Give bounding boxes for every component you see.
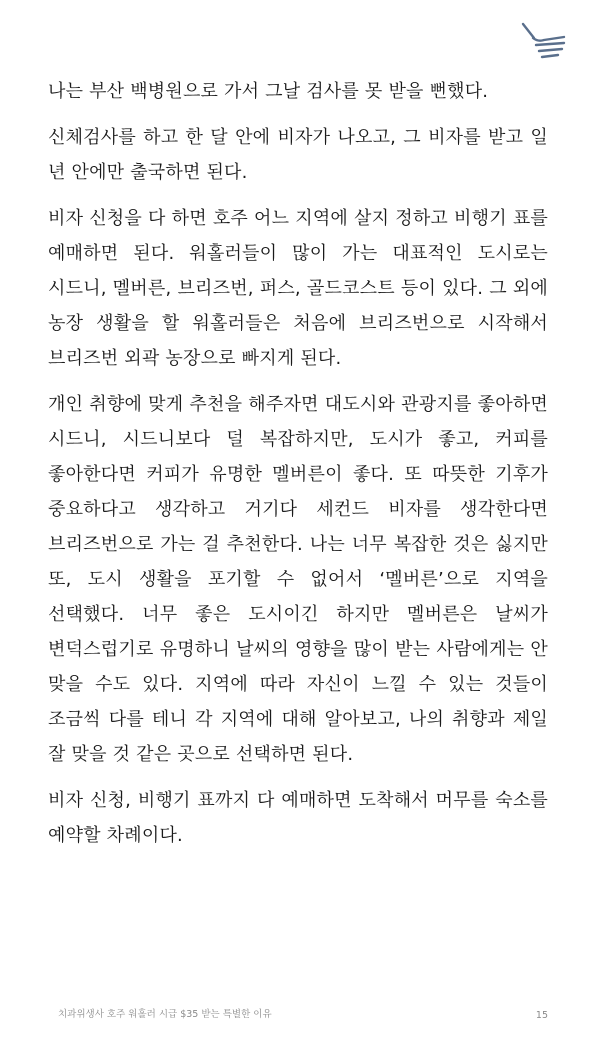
hand-pointer-lines-icon [520, 18, 570, 68]
paragraph: 신체검사를 하고 한 달 안에 비자가 나오고, 그 비자를 받고 일 년 안에만 출국하면 된다. [48, 127, 548, 183]
page-number: 15 [535, 1010, 548, 1021]
paragraph: 나는 부산 백병원으로 가서 그날 검사를 못 받을 뻔했다. [48, 81, 489, 102]
paragraph: 개인 취향에 맞게 추천을 해주자면 대도시와 관광지를 좋아하면 시드니, 시드니보다 덜 복잡하지만, 도시가 좋고, 커피를 좋아한다면 커피가 유명한 멜버른이 좋다. 또 따뜻한 기후가 중요하다고 생각하고 거기다 세컨드 비자를 생각한다면 브리즈번으로 가는 걸 추천한다. 나는 너무 복잡한 것은 싫지만 또, 도시 생활을 포기할 수 없어서 ‘멜버른’으로 지역을 선택했다. 너무 좋은 도시이긴 하지만 멜버른은 날씨가 변덕스럽기로 유명하니 날씨의 영향을 많이 받는 사람에게는 안 맞을 수도 있다. 지역에 따라 자신이 느낄 수 있는 것들이 조금씩 다를 테니 각 지역에 대해 알아보고, 나의 취향과 제일 잘 맞을 것 같은 곳으로 선택하면 된다. [48, 394, 548, 765]
book-title: 치과위생사 호주 워홀러 시급 $35 받는 특별한 이유 [58, 1009, 272, 1020]
page-footer [58, 1004, 548, 1024]
paragraph: 비자 신청을 다 하면 호주 어느 지역에 살지 정하고 비행기 표를 예매하면 된다. 워홀러들이 많이 가는 대표적인 도시로는 시드니, 멜버른, 브리즈번, 퍼스, 골드코스트 등이 있다. 그 외에 농장 생활을 할 워홀러들은 처음에 브리즈번으로 시작해서 브리즈번 외곽 농장으로 빠지게 된다. [48, 208, 548, 369]
paragraph: 비자 신청, 비행기 표까지 다 예매하면 도착해서 머무를 숙소를 예약할 차례이다. [48, 790, 548, 846]
main-text [48, 74, 548, 864]
